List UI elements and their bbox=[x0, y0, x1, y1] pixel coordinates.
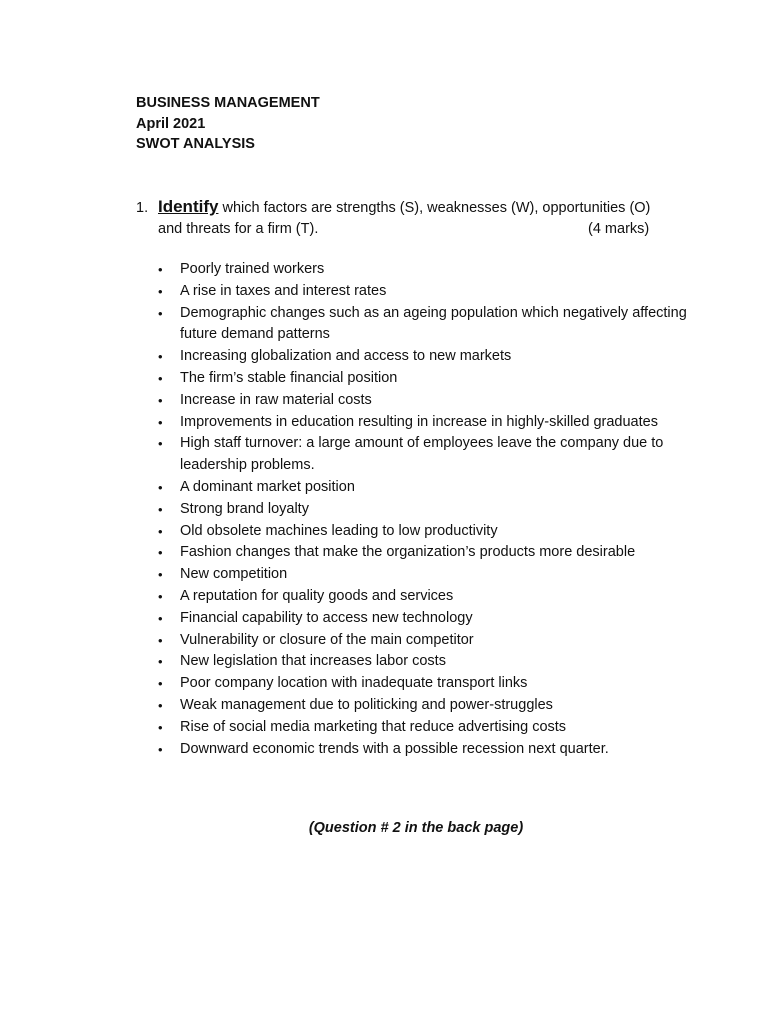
list-item-text: Weak management due to politicking and power-struggles bbox=[180, 696, 553, 713]
question-text bbox=[158, 196, 698, 240]
list-item-text: A rise in taxes and interest rates bbox=[180, 282, 387, 299]
course-title: BUSINESS MANAGEMENT bbox=[136, 95, 320, 111]
list-item bbox=[136, 586, 696, 608]
list-item-text: Poor company location with inadequate transport links bbox=[180, 675, 528, 692]
list-item-text: Fashion changes that make the organization’s products more desirable bbox=[180, 544, 636, 561]
document-header bbox=[136, 93, 320, 155]
list-item bbox=[136, 281, 696, 303]
bullet-icon: • bbox=[158, 676, 163, 692]
list-item-text: Improvements in education resulting in increase in highly-skilled graduates bbox=[180, 413, 658, 430]
question-keyword: Identify bbox=[158, 197, 219, 216]
list-item bbox=[136, 368, 696, 390]
list-item-text: Downward economic trends with a possible recession next quarter. bbox=[180, 740, 609, 757]
list-item bbox=[136, 499, 696, 521]
bullet-icon: • bbox=[158, 654, 163, 670]
list-item bbox=[136, 717, 696, 739]
list-item-text: Strong brand loyalty bbox=[180, 500, 309, 517]
bullet-icon: • bbox=[158, 479, 163, 495]
list-item bbox=[136, 630, 696, 652]
list-item bbox=[136, 477, 696, 499]
list-item-text: New competition bbox=[180, 566, 288, 583]
question-line-1-rest: which factors are strengths (S), weaknesses (W), opportunities (O) bbox=[218, 200, 651, 216]
list-item bbox=[136, 695, 696, 717]
list-item bbox=[136, 564, 696, 586]
list-item-text: Demographic changes such as an ageing population which negatively affecting future demand patterns bbox=[180, 304, 687, 343]
list-item bbox=[136, 542, 696, 564]
bullet-icon: • bbox=[158, 697, 163, 713]
list-item bbox=[136, 739, 696, 761]
list-item bbox=[136, 412, 696, 434]
list-item-text: New legislation that increases labor costs bbox=[180, 653, 446, 670]
bullet-icon: • bbox=[158, 436, 163, 452]
bullet-icon: • bbox=[158, 414, 163, 430]
bullet-icon: • bbox=[158, 349, 163, 365]
list-item-text: A dominant market position bbox=[180, 478, 355, 495]
question-line-2-text: and threats for a firm (T). bbox=[158, 221, 319, 237]
list-item bbox=[136, 673, 696, 695]
bullet-icon: • bbox=[158, 545, 163, 561]
factor-list bbox=[136, 259, 696, 760]
list-item-text: Poorly trained workers bbox=[180, 261, 325, 277]
bullet-icon: • bbox=[158, 392, 163, 408]
topic-title: SWOT ANALYSIS bbox=[136, 136, 255, 152]
list-item bbox=[136, 521, 696, 543]
list-item bbox=[136, 390, 696, 412]
bullet-icon: • bbox=[158, 567, 163, 583]
back-page-note: (Question # 2 in the back page) bbox=[308, 820, 524, 836]
list-item-text: Financial capability to access new technology bbox=[180, 609, 473, 626]
bullet-icon: • bbox=[158, 741, 163, 757]
list-item bbox=[136, 608, 696, 630]
question-number: 1. bbox=[136, 200, 149, 216]
exam-date: April 2021 bbox=[136, 115, 206, 132]
list-item bbox=[136, 651, 696, 673]
list-item-text: Increase in raw material costs bbox=[180, 391, 372, 408]
list-item-text: High staff turnover: a large amount of employees leave the company due to leadership problems. bbox=[180, 435, 664, 474]
question-line-1 bbox=[158, 196, 698, 219]
bullet-icon: • bbox=[158, 305, 163, 321]
bullet-icon: • bbox=[158, 632, 163, 648]
list-item bbox=[136, 433, 696, 477]
bullet-icon: • bbox=[158, 523, 163, 539]
bullet-icon: • bbox=[158, 262, 163, 277]
list-item-text: The firm’s stable financial position bbox=[180, 369, 398, 386]
bullet-icon: • bbox=[158, 501, 163, 517]
list-item bbox=[136, 303, 696, 347]
list-item-text: Rise of social media marketing that reduce advertising costs bbox=[180, 718, 567, 735]
bullet-icon: • bbox=[158, 588, 163, 604]
list-item bbox=[136, 346, 696, 368]
bullet-icon: • bbox=[158, 719, 163, 735]
list-item bbox=[136, 259, 696, 281]
question-marks: (4 marks) bbox=[588, 221, 650, 237]
list-item-text: Old obsolete machines leading to low productivity bbox=[180, 522, 498, 539]
question-line-2 bbox=[158, 219, 698, 240]
bullet-icon: • bbox=[158, 370, 163, 386]
list-item-text: Increasing globalization and access to new markets bbox=[180, 348, 512, 365]
list-item-text: Vulnerability or closure of the main competitor bbox=[180, 631, 474, 648]
bullet-icon: • bbox=[158, 610, 163, 626]
list-item-text: A reputation for quality goods and services bbox=[180, 587, 454, 604]
bullet-icon: • bbox=[158, 283, 163, 299]
